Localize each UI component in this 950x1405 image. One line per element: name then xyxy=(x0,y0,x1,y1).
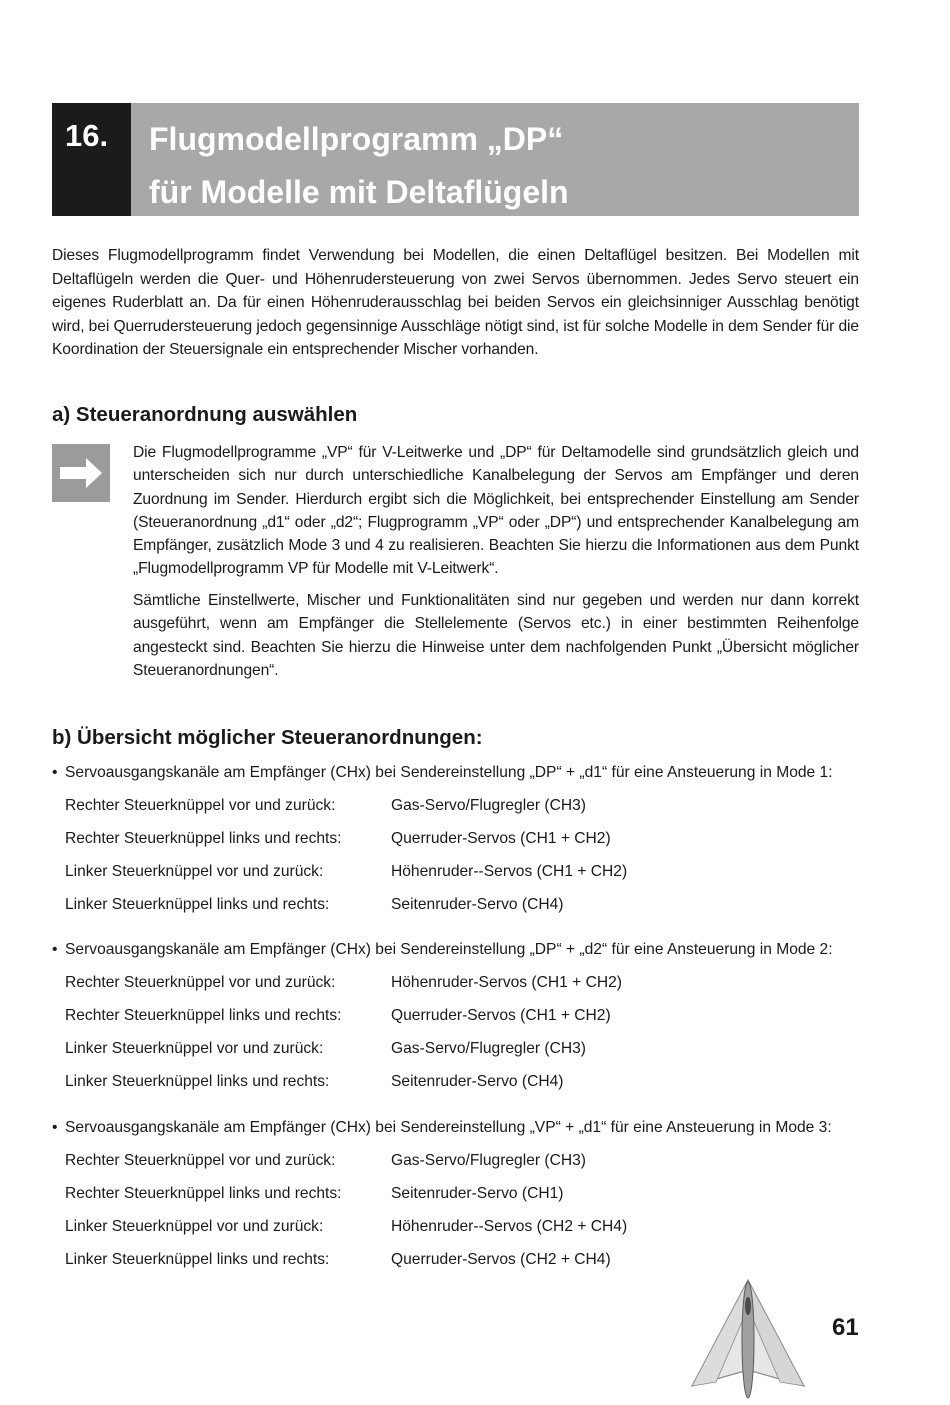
section-b-heading: b) Übersicht möglicher Steueranordnungen: xyxy=(52,726,483,749)
bullet-dot: • xyxy=(52,1119,58,1136)
row-label: Linker Steuerknüppel links und rechts: xyxy=(65,1251,330,1268)
delta-wing-plane-icon xyxy=(688,1278,808,1405)
row-label: Rechter Steuerknüppel links und rechts: xyxy=(65,830,342,847)
row-label: Linker Steuerknüppel vor und zurück: xyxy=(65,1218,324,1235)
section-a-heading: a) Steueranordnung auswählen xyxy=(52,403,358,426)
row-value: Höhenruder-Servos (CH1 + CH2) xyxy=(391,974,622,991)
row-label: Rechter Steuerknüppel vor und zurück: xyxy=(65,797,336,814)
chapter-title xyxy=(149,113,569,219)
note-paragraph-2: Sämtliche Einstellwerte, Mischer und Funktionalitäten sind nur gegeben und werden nur dann korrekt ausgeführt, wenn am Empfänger die Stellelemente (Servos etc.) in einer bestimmten Reihenfolge angesteckt sind. Beachten Sie hierzu die Hinweise unter dem nachfolgenden Punkt „Übersicht möglicher Steueranordnungen“. xyxy=(133,592,859,679)
bullet-dot: • xyxy=(52,941,58,958)
note-paragraph-1: Die Flugmodellprogramme „VP“ für V-Leitwerke und „DP“ für Deltamodelle sind grundsätzlich gleich und unterscheiden sich nur durch unterschiedliche Kanalbelegung der Servos am Empfänger und deren Zuordnung im Sender. Hierdurch ergibt sich die Möglichkeit, bei entsprechender Einstellung am Sender (Steueranordnung „d1“ oder „d2“; Flugprogramm „VP“ oder „DP“) und entsprechender Kanalbelegung am Empfänger, zusätzlich Mode 3 und 4 zu realisieren. Beachten Sie hierzu die Informationen aus dem Punkt „Flugmodellprogramm VP für Modelle mit V-Leitwerk“. xyxy=(133,444,859,578)
bullet-dot: • xyxy=(52,764,58,781)
row-label: Rechter Steuerknüppel vor und zurück: xyxy=(65,974,336,991)
row-value: Querruder-Servos (CH1 + CH2) xyxy=(391,1007,611,1024)
row-label: Linker Steuerknüppel links und rechts: xyxy=(65,1073,330,1090)
chapter-header xyxy=(52,103,859,216)
row-label: Rechter Steuerknüppel links und rechts: xyxy=(65,1185,342,1202)
row-label: Rechter Steuerknüppel vor und zurück: xyxy=(65,1152,336,1169)
intro-paragraph: Dieses Flugmodellprogramm findet Verwendung bei Modellen, die einen Deltaflügel besitzen. Bei Modellen mit Deltaflügeln werden die Quer- und Höhenrudersteuerung von zwei Servos übernommen. Jedes Servo steuert ein eigenes Ruderblatt an. Da für einen Höhenruderausschlag bei beiden Servos ein gleichsinniger Ausschlag benötigt wird, bei Querrudersteuerung jedoch gegensinnige Ausschläge nötigt sind, ist für solche Modelle in dem Sender für die Koordination der Steuersignale ein entsprechender Mischer vorhanden. xyxy=(52,247,859,358)
bullet-text: Servoausgangskanäle am Empfänger (CHx) bei Sendereinstellung „DP“ + „d2“ für eine Ansteuerung in Mode 2: xyxy=(65,941,833,958)
row-label: Linker Steuerknüppel links und rechts: xyxy=(65,896,330,913)
chapter-number-box xyxy=(52,103,131,216)
row-value: Seitenruder-Servo (CH4) xyxy=(391,1073,564,1090)
row-value: Querruder-Servos (CH1 + CH2) xyxy=(391,830,611,847)
row-value: Gas-Servo/Flugregler (CH3) xyxy=(391,797,586,814)
bullet-text: Servoausgangskanäle am Empfänger (CHx) bei Sendereinstellung „DP“ + „d1“ für eine Ansteuerung in Mode 1: xyxy=(65,764,833,781)
row-value: Gas-Servo/Flugregler (CH3) xyxy=(391,1152,586,1169)
row-value: Gas-Servo/Flugregler (CH3) xyxy=(391,1040,586,1057)
row-label: Linker Steuerknüppel vor und zurück: xyxy=(65,863,324,880)
chapter-title-line2: für Modelle mit Deltaflügeln xyxy=(149,174,569,210)
row-label: Rechter Steuerknüppel links und rechts: xyxy=(65,1007,342,1024)
row-value: Seitenruder-Servo (CH4) xyxy=(391,896,564,913)
row-value: Höhenruder--Servos (CH1 + CH2) xyxy=(391,863,628,880)
arrow-right-icon xyxy=(52,444,110,502)
row-value: Seitenruder-Servo (CH1) xyxy=(391,1185,564,1202)
row-label: Linker Steuerknüppel vor und zurück: xyxy=(65,1040,324,1057)
row-value: Querruder-Servos (CH2 + CH4) xyxy=(391,1251,611,1268)
row-value: Höhenruder--Servos (CH2 + CH4) xyxy=(391,1218,628,1235)
chapter-title-line1: Flugmodellprogramm „DP“ xyxy=(149,121,564,157)
chapter-number: 16. xyxy=(65,118,109,153)
page-number: 61 xyxy=(832,1314,859,1341)
bullet-text: Servoausgangskanäle am Empfänger (CHx) bei Sendereinstellung „VP“ + „d1“ für eine Ansteuerung in Mode 3: xyxy=(65,1119,832,1136)
